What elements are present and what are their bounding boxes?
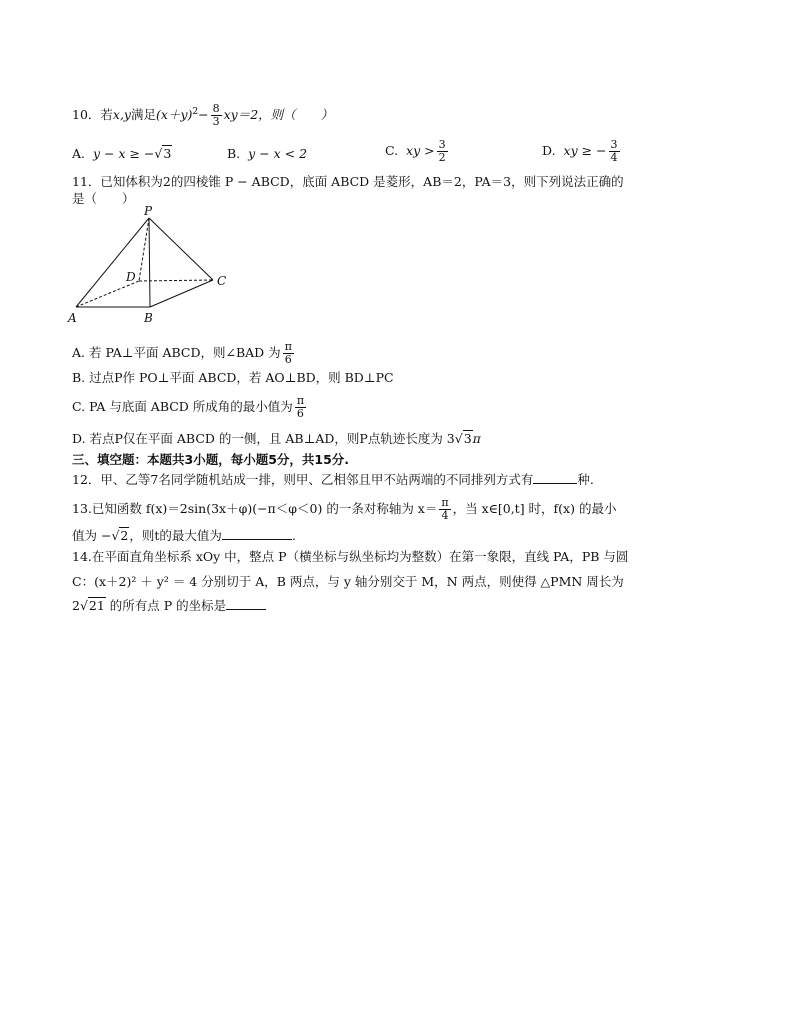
q14-answer-blank[interactable] [226,597,266,610]
q10-stem [72,103,333,128]
q11-stem-line1: 11．已知体积为2的四棱锥 P − ABCD，底面 ABCD 是菱形，AB＝2，PA＝3，则下列说法正确的 [72,174,624,189]
q12-tail: 种. [577,472,594,487]
q10-opt-b-expr: y − x < 2 [248,146,308,161]
q13-frac-num: π [441,496,449,509]
pyramid-figure [66,204,236,328]
q11-opt-c-den: 6 [296,407,304,420]
edge-pc [149,218,213,280]
q11-option-c [72,395,308,420]
q10-opt-c-frac [437,139,448,164]
q14-line3-post: 的所有点 P 的坐标是 [105,598,227,613]
q11-option-d: D. 若点P仅在平面 ABCD 的一侧，且 AB⊥AD，则P点轨迹长度为 3√3π [72,431,481,446]
q10-opt-d-den: 4 [610,151,618,164]
q11-option-a [72,341,296,366]
q10-opt-a-label: A. [72,146,86,161]
q11-opt-c-frac [295,395,306,420]
q10-opt-c-den: 2 [438,151,446,164]
q13-answer-blank[interactable] [222,527,292,540]
label-a: A [68,311,77,325]
q11-opt-c-num: π [296,394,305,407]
q10-number: 10．若 [72,107,113,123]
label-d: D [126,270,136,284]
q10-eq-sup: 2 [192,107,199,117]
q11-opt-a-num: π [284,340,292,353]
q10-option-b [227,145,307,163]
q10-minus: − [198,107,209,123]
q14-line3-pre: 2 [72,598,80,613]
q10-vars: x,y [112,107,131,123]
q14-line3-root: 21 [88,598,105,613]
q13-frac-den: 4 [441,509,449,522]
q13-line2-post: ，则t的最大值为 [129,528,222,543]
q10-opt-d-expr: xy ≥ − [563,143,607,158]
q13-line2: 值为 −√2，则t的最大值为 . [72,528,296,543]
q14-line1: 14.在平面直角坐标系 xOy 中，整点 P（横坐标与纵坐标均为整数）在第一象限，直线 PA，PB 与圆 [72,549,629,564]
q10-opt-c-num: 3 [438,138,446,151]
q11-opt-d-text: D. 若点P仅在平面 ABCD 的一侧，且 AB⊥AD，则P点轨迹长度为 3 [72,431,455,446]
q12-stem [72,471,594,489]
q10-stem-mid: 满足 [131,107,157,123]
q10-opt-a-sqrt: √3 [154,146,172,161]
edge-pb [149,218,150,307]
q11-opt-a-den: 6 [284,353,292,366]
label-c: C [217,274,227,288]
q10-opt-d-num: 3 [610,138,618,151]
q13-line2-root: 2 [120,528,129,543]
q10-opt-a-root: 3 [163,146,172,161]
q10-option-a [72,145,172,163]
section-3-heading: 三、填空题：本题共3小题，每小题5分，共15分. [72,452,350,467]
q10-fraction [211,103,222,128]
q11-stem-line2: 是（ ） [72,191,135,206]
q14-line2: C：(x＋2)² ＋ y² ＝ 4 分别切于 A，B 两点，与 y 轴分别交于 M，N 两点，则使得 △PMN 周长为 [72,574,624,589]
q13-line2-tail: . [291,528,296,543]
q10-eq-left: (x＋y) [156,107,193,123]
label-b: B [144,311,153,325]
q10-option-c [385,139,450,164]
q10-opt-c-expr: xy > [406,143,435,158]
q11-opt-d-tail: π [472,431,481,446]
q10-opt-a-expr: y − x ≥ − [92,146,155,161]
q10-frac-den: 3 [212,115,220,129]
q10-frac-num: 8 [212,102,220,116]
label-p: P [144,204,153,218]
edge-bc [150,280,213,307]
q11-opt-d-root: 3 [463,431,472,446]
q13-line1-post: ，当 x∈[0,t] 时，f(x) 的最小 [452,501,617,516]
q12-answer-blank[interactable] [533,471,577,484]
q10-opt-d-frac [609,139,620,164]
q10-opt-d-label: D. [542,143,556,158]
edge-pa [76,218,149,307]
q14-line3: 2√21 的所有点 P 的坐标是 [72,597,266,615]
q11-option-b: B. 过点P作 PO⊥平面 ABCD，若 AO⊥BD，则 BD⊥PC [72,370,394,385]
q10-opt-c-label: C. [385,143,399,158]
q10-option-d [542,139,622,164]
q10-eq-right: xy＝2，则（ ） [223,107,334,123]
q13-line1 [72,497,616,522]
q13-line1-pre: 13.已知函数 f(x)＝2sin(3x＋φ)(−π＜φ＜0) 的一条对称轴为 x＝ [72,501,438,516]
q13-frac [439,497,450,522]
q11-opt-c-text: C. PA 与底面 ABCD 所成角的最小值为 [72,399,293,414]
q10-opt-b-label: B. [227,146,241,161]
edge-ad [76,281,139,307]
q11-opt-a-text: A. 若 PA⊥平面 ABCD，则∠BAD 为 [72,345,281,360]
edge-pd [139,218,149,281]
q12-text: 12．甲、乙等7名同学随机站成一排，则甲、乙相邻且甲不站两端的不同排列方式有 [72,472,534,487]
q13-line2-pre: 值为 − [72,528,112,543]
q11-opt-a-frac [283,341,294,366]
